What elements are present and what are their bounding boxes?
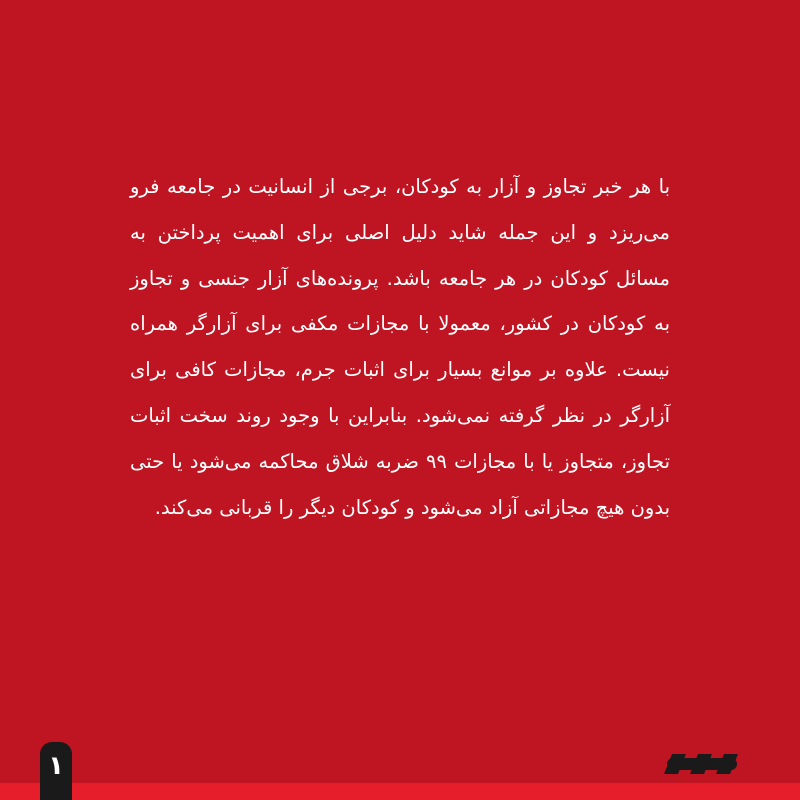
body-paragraph: با هر خبر تجاوز و آزار به کودکان، برجی از انسانیت در جامعه فرو می‌ریزد و این جمله شاید دلیل اصلی برای اهمیت پرداختن به مسائل کودکان در هر جامعه باشد. پرونده‌های آزار جنسی و تجاوز به کودکان در کشور، معمولا با مجازات مکفی برای آزارگر همراه نیست. علاوه بر موانع بسیار برای اثبات جرم، مجازات کافی برای آزارگر در نظر گرفته نمی‌شود. بنابراین با وجود روند سخت اثبات تجاوز، متجاوز یا با مجازات ۹۹ ضربه شلاق محاکمه می‌شود یا حتی بدون هیچ مجازاتی آزاد می‌شود و کودکان دیگر را قربانی می‌کند. bbox=[130, 175, 671, 519]
three-diamonds-icon bbox=[664, 751, 742, 777]
page-number-tab bbox=[40, 742, 72, 800]
bottom-bar bbox=[0, 783, 800, 800]
page-number: ۱ bbox=[48, 751, 64, 781]
